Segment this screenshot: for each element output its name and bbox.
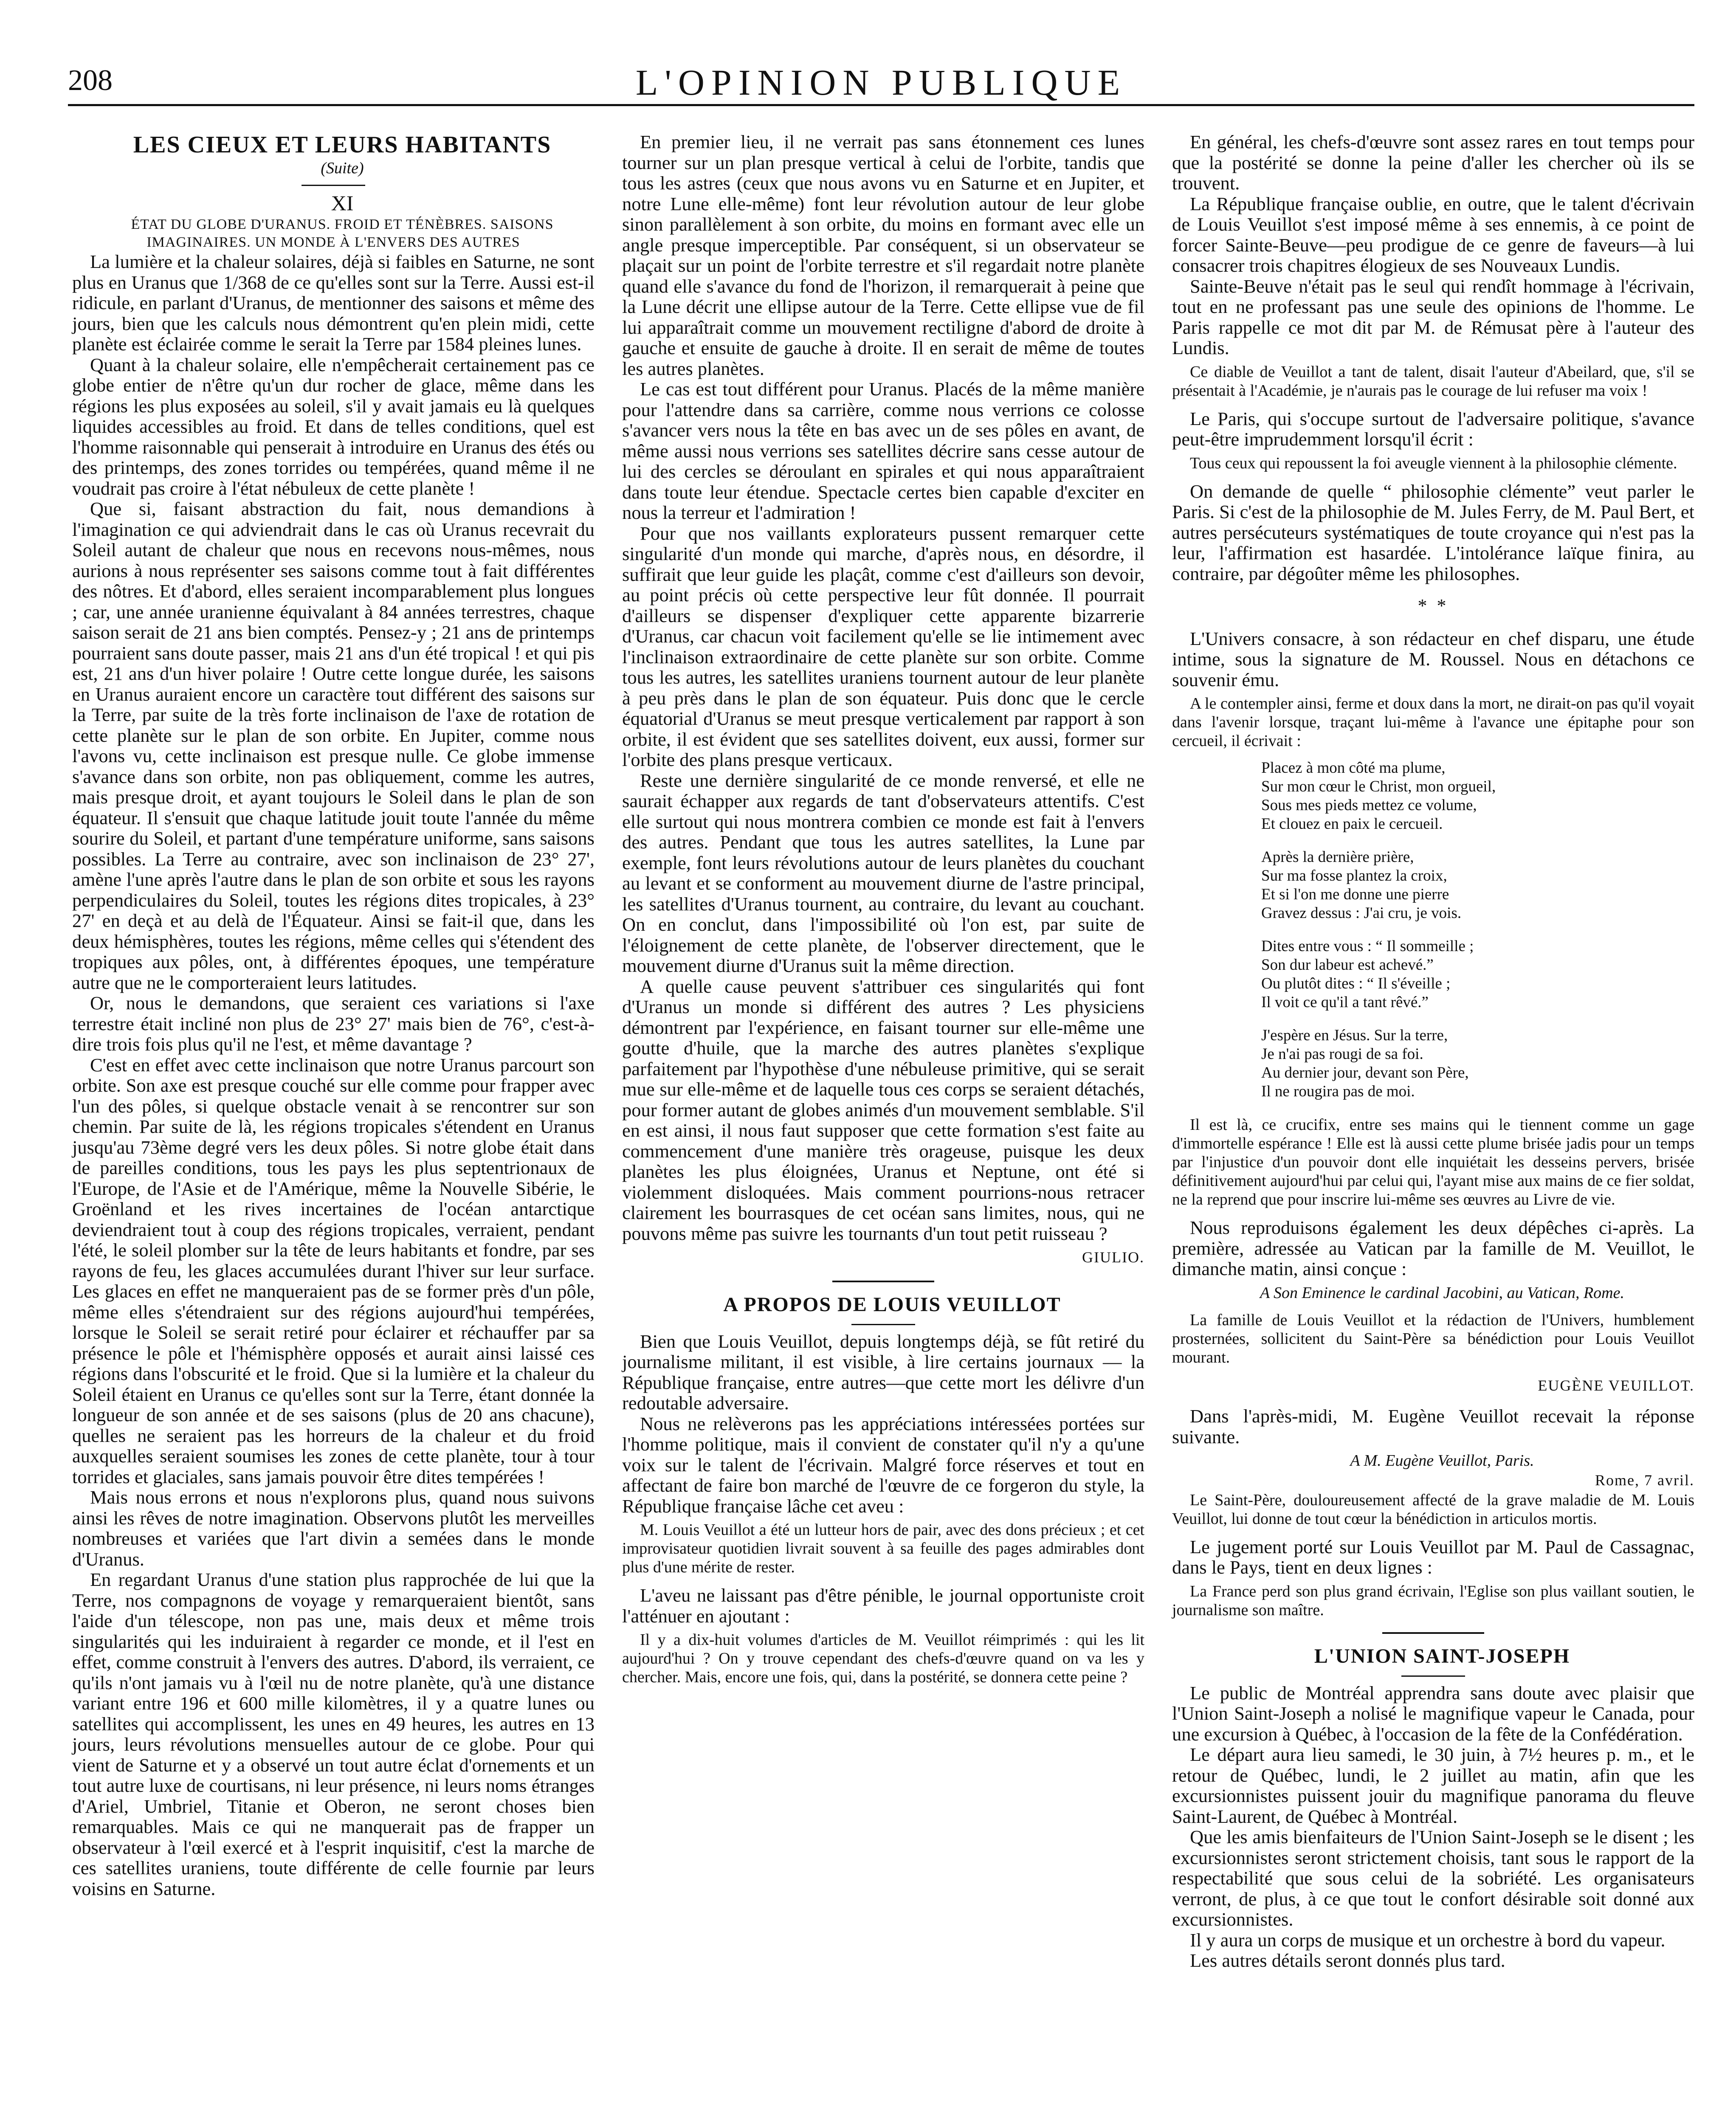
quotation: Il y a dix-huit volumes d'articles de M. Veuillot réimprimés : qui les lit aujourd'hui ? On y trouve cependant des chefs-d'œuvre quand on va les y chercher. Mais, encore une fois, qui, dans la postérité, se donnera cette peine ? <box>622 1631 1144 1686</box>
poem-line: Et si l'on me donne une pierre <box>1261 886 1449 903</box>
dispatch-recipient: A Son Eminence le cardinal Jacobini, au Vatican, Rome. <box>1260 1284 1624 1302</box>
paragraph: L'Univers consacre, à son rédacteur en chef disparu, une étude intime, sous la signature de M. Roussel. Nous en détachons ce souvenir ému. <box>1172 628 1694 690</box>
column-3 <box>1172 132 1694 1971</box>
divider <box>851 1324 915 1325</box>
dispatch-body: La famille de Louis Veuillot et la rédaction de l'Univers, humblement prosternées, sollicitent du Saint-Père sa bénédiction pour Louis Veuillot mourant. <box>1172 1311 1694 1366</box>
poem-line: Ou plutôt dites : “ Il s'éveille ; <box>1261 975 1451 992</box>
poem-line: Dites entre vous : “ Il sommeille ; <box>1261 938 1474 955</box>
poem-stanza <box>1261 759 1694 833</box>
paragraph: L'aveu ne laissant pas d'être pénible, le journal opportuniste croit l'atténuer en ajoutant : <box>622 1585 1144 1627</box>
quotation: Tous ceux qui repoussent la foi aveugle viennent à la philosophie clémente. <box>1190 454 1677 472</box>
paragraph: Or, nous le demandons, que seraient ces variations si l'axe terrestre était incliné non plus de 23° 27' mais bien de 76°, c'est-à-dire trois fois plus qu'il ne l'est, et même davantage ? <box>72 992 595 1055</box>
section-number: XI <box>331 191 354 215</box>
poem-line: Sur ma fosse plantez la croix, <box>1261 867 1447 884</box>
paragraph: En premier lieu, il ne verrait pas sans étonnement ces lunes tourner sur un plan presque vertical à celui de l'orbite, tandis que tous les astres (ceux que nous avons vu en Saturne et en Jupiter, et notre Lune elle-même) font leur révolution autour de leur globe sinon parallèlement à son orbite, du moins en formant avec elle un angle presque imperceptible. Par conséquent, si un observateur se plaçait sur un point de l'orbite terrestre et s'il regardait notre planète quand elle s'avance du fond de l'horizon, il remarquerait à peine que la Lune décrit une ellipse autour de la Terre. Cette ellipse vue de fil lui apparaîtrait comme un mouvement rectiligne d'abord de droite à gauche et ensuite de gauche à droite. Il en serait de même de toutes les autres planètes. <box>622 131 1144 379</box>
paragraph: On demande de quelle “ philosophie clémente” veut parler le Paris. Si c'est de la philosophie de M. Jules Ferry, de M. Paul Bert, et autres persécuteurs systématiques de toute croyance qui n'est pas la leur, l'affirmation est hasardée. L'intolérance laïque finira, au contraire, par dégoûter même les philosophes. <box>1172 480 1694 584</box>
dispatch-recipient: A M. Eugène Veuillot, Paris. <box>1350 1452 1534 1470</box>
paragraph: Nous ne relèverons pas les appréciations intéressées portées sur l'homme politique, mais il convient de constater qu'il n'y a qu'une voix sur le talent de l'écrivain. Malgré force réserves et tout en affectant de faire bon marché de l'œuvre de ce forgeron du style, la République française lâche cet aveu : <box>622 1413 1144 1517</box>
dispatch-body: Le Saint-Père, douloureusement affecté de la grave maladie de M. Louis Veuillot, lui donne de tout cœur la bénédiction in articulos mortis. <box>1172 1491 1694 1528</box>
paragraph: Dans l'après-midi, M. Eugène Veuillot recevait la réponse suivante. <box>1172 1405 1694 1447</box>
poem-stanza <box>1261 937 1694 1012</box>
dispatch-signature: EUGÈNE VEUILLOT. <box>1538 1377 1694 1394</box>
page-header <box>68 64 1694 106</box>
paragraph: Mais nous errons et nous n'explorons plus, quand nous suivons ainsi les rêves de notre imagination. Observons plutôt les merveilles nombreuses et variées que l'art divin a semées dans le monde d'Uranus. <box>72 1487 595 1570</box>
column-1 <box>72 132 595 1899</box>
quotation: Ce diable de Veuillot a tant de talent, disait l'auteur d'Abeilard, que, s'il se présentait à l'Académie, je n'aurais pas le courage de lui refuser ma voix ! <box>1172 363 1694 400</box>
paragraph: Le jugement porté sur Louis Veuillot par M. Paul de Cassagnac, dans le Pays, tient en deux lignes : <box>1172 1536 1694 1578</box>
paragraph: Les autres détails seront donnés plus tard. <box>1190 1950 1505 1971</box>
masthead: L'OPINION PUBLIQUE <box>635 62 1127 103</box>
poem-line: Gravez dessus : J'ai cru, je vois. <box>1261 904 1462 922</box>
poem-epitaph <box>1261 759 1694 1101</box>
poem-line: Sur mon cœur le Christ, mon orgueil, <box>1261 778 1496 795</box>
poem-line: Je n'ai pas rougi de sa foi. <box>1261 1045 1423 1063</box>
dispatch-date: Rome, 7 avril. <box>1595 1472 1694 1489</box>
poem-line: J'espère en Jésus. Sur la terre, <box>1261 1027 1448 1044</box>
page-number: 208 <box>68 64 113 97</box>
article-title: A PROPOS DE LOUIS VEUILLOT <box>723 1293 1061 1316</box>
divider <box>832 1281 934 1282</box>
article-suite: (Suite) <box>321 159 364 177</box>
poem-line: Il ne rougira pas de moi. <box>1261 1083 1415 1100</box>
paragraph: Pour que nos vaillants explorateurs pussent remarquer cette singularité d'un monde qui marche, d'après nous, en désordre, il suffirait que leur guide les plaçât, comme c'est d'ailleurs son devoir, au point précis où cette perspective leur fût donnée. Il pourrait d'ailleurs se dispenser d'expliquer cette apparente bizarrerie d'Uranus, car chacun voit facilement qu'elle se lie intimement avec l'inclinaison extraordinaire de cette planète sur son orbite. Comme tous les autres, les satellites uraniens tournent autour de leur planète à peu près dans le plan de son équateur. Puis donc que le cercle équatorial d'Uranus se meut presque verticalement par rapport à son orbite, il est évident que ses satellites doivent, eux aussi, former sur l'orbite des plans presque verticaux. <box>622 522 1144 770</box>
paragraph: Bien que Louis Veuillot, depuis longtemps déjà, se fût retiré du journalisme militant, il est visible, à lire certains journaux — la République française, entre autres—que cette mort les délivre d'un redoutable adversaire. <box>622 1330 1144 1413</box>
poem-stanza <box>1261 848 1694 923</box>
poem-line: Et clouez en paix le cercueil. <box>1261 815 1443 833</box>
poem-line: Après la dernière prière, <box>1261 848 1414 866</box>
paragraph: C'est en effet avec cette inclinaison que notre Uranus parcourt son orbite. Son axe est presque couché sur elle comme pour frapper avec l'un des pôles, si quelque obstacle venait à se rencontrer sur son chemin. Par suite de là, les régions tropicales s'étendent en Uranus jusqu'au 73ème degré vers les deux pôles. Si notre globe était dans de pareilles conditions, tous les pays les plus septentrionaux de l'Europe, de l'Asie et de l'Amérique, même la Nouvelle Sibérie, le Groënland et les rives incertaines de l'océan antarctique deviendraient tout à coup des régions tropicales, verraient, pendant l'été, le soleil plomber sur la tête de leurs habitants et fondre, par ses rayons de feu, les glaces accumulées durant l'hiver sur leur surface. Les glaces en effet ne manqueraient pas de se former près d'un pôle, même elles s'étendraient sur des régions aujourd'hui tempérées, lorsque le Soleil se serait retiré pour éclairer et réchauffer par sa présence le pôle et l'hémisphère opposés et aurait ainsi laissé ces régions dans l'obscurité et le froid. Que si la lumière et la chaleur du Soleil étaient en Uranus ce qu'elles sont sur la Terre, étant donnée la longueur de son année et de ses saisons (plus de 20 ans chacune), quelles ne seraient pas les horreurs de la chaleur et du froid auxquelles seraient soumises les zones de cette planète, tour à tour torrides et glaciales, sans jamais pouvoir être dites tempérées ! <box>72 1054 595 1487</box>
paragraph: Le départ aura lieu samedi, le 30 juin, à 7½ heures p. m., et le retour de Québec, lundi, le 2 juillet au matin, afin que les excursionnistes puissent jouir du magnifique panorama du fleuve Saint-Laurent, de Québec à Montréal. <box>1172 1744 1694 1827</box>
paragraph: Que les amis bienfaiteurs de l'Union Saint-Joseph se le disent ; les excursionnistes seront strictement choisis, tant sous le rapport de la respectabilité que sous celui de la sobriété. Les organisateurs verront, de plus, à ce que tout le confort désirable soit donné aux excursionnistes. <box>1172 1826 1694 1930</box>
paragraph: Le public de Montréal apprendra sans doute avec plaisir que l'Union Saint-Joseph a nolisé le magnifique vapeur le Canada, pour une excursion à Québec, à l'occasion de la fête de la Confédération. <box>1172 1682 1694 1745</box>
paragraph: Que si, faisant abstraction du fait, nous demandions à l'imagination ce qui adviendrait dans le cas où Uranus recevrait du Soleil autant de chaleur que nous en recevons nous-mêmes, nous aurions à nous représenter ses saisons comme tout à fait différentes des nôtres. Et d'abord, elles seraient incomparablement plus longues ; car, une année uranienne équivalant à 84 années terrestres, chaque saison serait de 21 ans bien comptés. Pensez-y ; 21 ans de printemps pourraient sans doute passer, mais 21 ans d'un été tropical ! et qui pis est, 21 ans d'un hiver polaire ! Outre cette longue durée, les saisons en Uranus auraient encore un caractère tout différent des saisons sur la Terre, par suite de la très forte inclinaison de l'axe de rotation de cette planète sur le plan de son orbite. En Jupiter, comme nous l'avons vu, cette inclinaison est presque nulle. Ce globe immense s'avance dans son orbite, non pas obliquement, comme les autres, mais presque droit, et ayant toujours le Soleil dans le plan de son équateur. Il s'ensuit que chaque latitude jouit toute l'année du même sourire du Soleil, et partant d'une température uniforme, sans saisons possibles. La Terre au contraire, avec son inclinaison de 23° 27', amène l'une après l'autre dans le plan de son orbite et sous les rayons perpendiculaires du Soleil, toutes les régions dites tropicales, à 23° 27' en deçà et au delà de l'Équateur. Ainsi se fait-il que, dans les deux hémisphères, toutes les régions, même celles qui s'étendent des tropiques aux pôles, ont, à différentes époques, une température autre que ne le comporteraient leurs latitudes. <box>72 498 595 993</box>
paragraph: Reste une dernière singularité de ce monde renversé, et elle ne saurait échapper aux regards de tant d'observateurs attentifs. C'est elle surtout qui nous montrera combien ce monde est fait à l'envers des autres. Pendant que tous les autres satellites, la Lune par exemple, font leurs révolutions autour de leurs planètes du couchant au levant et se conforment au mouvement diurne de l'astre principal, les satellites d'Uranus tournent, au contraire, du levant au couchant. On en conclut, dans l'impossibilité où l'on est, par suite de l'éloignement de cette planète, de l'observer directement, que le mouvement diurne d'Uranus suit la même direction. <box>622 769 1144 976</box>
poem-line: Placez à mon côté ma plume, <box>1261 759 1446 777</box>
poem-line: Sous mes pieds mettez ce volume, <box>1261 797 1477 814</box>
quotation: M. Louis Veuillot a été un lutteur hors de pair, avec des dons précieux ; et cet improvisateur quotidien livrait souvent à sa feuille des pages admirables dont plus d'une mérite de rester. <box>622 1521 1144 1576</box>
paragraph: Nous reproduisons également les deux dépêches ci-après. La première, adressée au Vatican par la famille de M. Veuillot, le dimanche matin, ainsi conçue : <box>1172 1217 1694 1279</box>
article-title: LES CIEUX ET LEURS HABITANTS <box>133 132 552 158</box>
paragraph: Quant à la chaleur solaire, elle n'empêcherait certainement pas ce globe entier de n'être qu'un dur rocher de glace, même dans les régions les plus exposées au soleil, s'il y avait jamais eu là quelques liquides accessibles au froid. Et dans de telles conditions, quel est l'homme raisonnable qui penserait à introduire en Uranus des étés ou des printemps, des zones torrides ou tempérées, quand même il ne voudrait pas croire à l'état nébuleux de cette planète ! <box>72 354 595 499</box>
paragraph: Sainte-Beuve n'était pas le seul qui rendît hommage à l'écrivain, tout en ne professant pas une seule des opinions de l'homme. Le Paris rappelle ce mot dit par M. de Rémusat père à l'auteur des Lundis. <box>1172 275 1694 358</box>
section-subtitle: ÉTAT DU GLOBE D'URANUS. FROID ET TÉNÈBRES. SAISONS IMAGINAIRES. UN MONDE À L'ENVERS DES AUTRES <box>131 217 554 250</box>
paragraph: Il y aura un corps de musique et un orchestre à bord du vapeur. <box>1190 1929 1666 1951</box>
article-title: L'UNION SAINT-JOSEPH <box>1314 1644 1570 1667</box>
poem-stanza <box>1261 1026 1694 1101</box>
paragraph: Le Paris, qui s'occupe surtout de l'adversaire politique, s'avance peut-être imprudemment lorsqu'il écrit : <box>1172 408 1694 450</box>
divider <box>1382 1632 1484 1634</box>
separator-stars: * * <box>1418 595 1449 616</box>
poem-line: Son dur labeur est achevé.” <box>1261 956 1434 974</box>
quotation: Il est là, ce crucifix, entre ses mains qui le tiennent comme un gage d'immortelle espérance ! Elle est là aussi cette plume brisée jadis pour un temps par l'injustice d'un pouvoir dont elle inquiétait les desseins pervers, brisée définitivement aujourd'hui par celui qui, l'ayant mise aux mains de ce fier soldat, ne la reprend que pour inscrire lui-même ses œuvres au Livre de vie. <box>1172 1116 1694 1208</box>
paragraph: A quelle cause peuvent s'attribuer ces singularités qui font d'Uranus un monde si différent des autres ? Les physiciens démontrent par l'expérience, en faisant tourner sur elle-même une goutte d'huile, que la marche des autres planètes s'explique parfaitement par l'hypothèse d'une nébuleuse primitive, qui se serait mue sur elle-même et de laquelle tous ces corps se seraient détachés, pour former autant de globes animés d'un mouvement semblable. S'il en est ainsi, il nous faut supposer que cette formation s'est faite au commencement d'une manière très orageuse, puisque les deux planètes les plus éloignées, Uranus et Neptune, ont été si violemment disloquées. Mais comment pourrions-nous retracer clairement les bourrasques de cet océan sans limites, nous, qui ne pouvons même pas suivre les tournants d'un tout petit ruisseau ? <box>622 975 1144 1244</box>
poem-line: Il voit ce qu'il a tant rêvé.” <box>1261 994 1429 1011</box>
paragraph: Le cas est tout différent pour Uranus. Placés de la même manière pour l'attendre dans sa carrière, comme nous verrions ce colosse s'avancer vers nous la tête en bas avec un de ses pôles en avant, de même aussi nous verrions ses satellites décrire sans cesse autour de lui des cercles se déroulant en spirales et qui nous apparaîtraient dans toute leur étendue. Spectacle certes bien capable d'exciter en nous la terreur et l'admiration ! <box>622 378 1144 523</box>
quotation: La France perd son plus grand écrivain, l'Eglise son plus vaillant soutien, le journalisme son maître. <box>1172 1582 1694 1619</box>
paragraph: La République française oublie, en outre, que le talent d'écrivain de Louis Veuillot s'est imposé même à ses ennemis, à ce point de forcer Sainte-Beuve—peu prodigue de ce genre de faveurs—à lui consacrer trois chapitres élogieux de ses Nouveaux Lundis. <box>1172 193 1694 276</box>
paragraph: En regardant Uranus d'une station plus rapprochée de lui que la Terre, nos compagnons de voyage y remarqueraient bientôt, sans l'aide d'un télescope, non pas une, mais deux et même trois singularités qui les induiraient à regarder ce monde, et il l'est en effet, comme construit à l'envers des autres. D'abord, ils verraient, ce qu'ils n'ont jamais vu à l'œil nu de notre planète, qu'à une distance variant entre 196 et 600 mille kilomètres, il y a quatre lunes ou satellites qui accomplissent, les unes en 49 heures, les autres en 13 jours, leurs révolutions mensuelles autour de ce globe. Pour qui vient de Saturne et y a observé un tout autre éclat d'ornements et un tout autre luxe de courtisans, ni leur présence, ni leurs noms étranges d'Ariel, Umbriel, Titanie et Oberon, ne seront choses bien remarquables. Mais ce qui ne manquerait pas de frapper un observateur à l'œil exercé et à l'esprit inquisitif, c'est la marche de ces satellites uraniens, toute différente de celle fournie par leurs voisins en Saturne. <box>72 1569 595 1899</box>
divider <box>1401 1675 1465 1677</box>
quotation: A le contempler ainsi, ferme et doux dans la mort, ne dirait-on pas qu'il voyait dans l'avenir lorsque, traçant lui-même à l'avance une épitaphe pour son cercueil, il écrivait : <box>1172 695 1694 750</box>
paragraph: En général, les chefs-d'œuvre sont assez rares en tout temps pour que la postérité se donne la peine d'aller les chercher où ils se trouvent. <box>1172 131 1694 194</box>
signature: GIULIO. <box>1082 1249 1144 1266</box>
poem-line: Au dernier jour, devant son Père, <box>1261 1064 1469 1081</box>
divider <box>302 185 365 186</box>
paragraph: La lumière et la chaleur solaires, déjà si faibles en Saturne, ne sont plus en Uranus que 1/368 de ce qu'elles sont sur la Terre. Aussi est-il ridicule, en parlant d'Uranus, de mentionner des saisons et même des jours, bien que les calculs nous démontrent qu'en plein midi, cette planète est éclairée comme le serait la Terre par 1584 pleines lunes. <box>72 251 595 355</box>
column-2 <box>622 132 1144 1695</box>
